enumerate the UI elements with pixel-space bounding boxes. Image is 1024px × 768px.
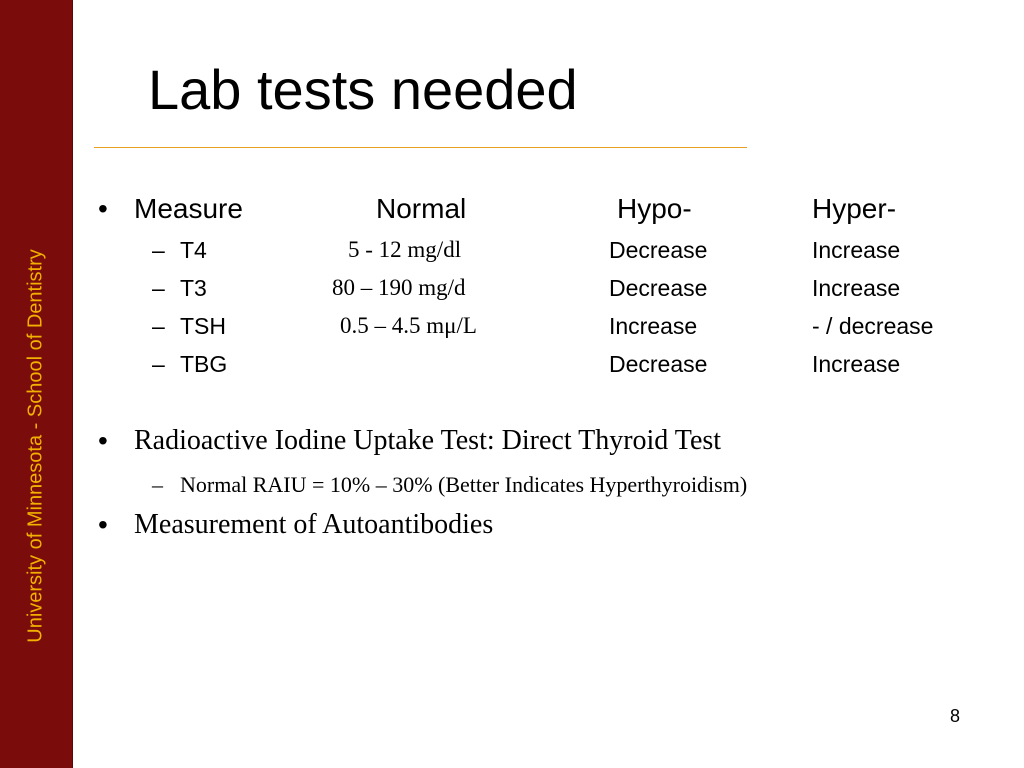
row-hypo: Decrease — [609, 351, 708, 377]
slide-title: Lab tests needed — [148, 58, 578, 121]
header-hypo: Hypo- — [617, 193, 692, 224]
row-hyper: Increase — [812, 351, 901, 377]
row-hyper: - / decrease — [812, 313, 934, 339]
dash-marker: – — [152, 351, 165, 377]
bullet-text: Radioactive Iodine Uptake Test: Direct Thyroid Test — [134, 425, 722, 456]
row-hyper: Increase — [812, 237, 901, 263]
bullet-marker: • — [98, 425, 108, 456]
dash-marker: – — [152, 472, 163, 497]
header-measure: Measure — [134, 193, 243, 224]
row-measure: T3 — [180, 275, 207, 301]
table-row — [0, 275, 1024, 315]
bullet-text: Measurement of Autoantibodies — [134, 509, 494, 540]
table-row — [0, 351, 1024, 391]
dash-marker: – — [152, 313, 165, 339]
sub-bullet-text: Normal RAIU = 10% – 30% (Better Indicates Hyperthyroidism) — [180, 472, 748, 497]
row-hypo: Decrease — [609, 275, 708, 301]
row-hypo: Increase — [609, 313, 698, 339]
row-normal-range: 5 - 12 mg/dl — [348, 237, 462, 262]
bullet-item — [0, 425, 1024, 465]
table-row — [0, 313, 1024, 353]
row-hyper: Increase — [812, 275, 901, 301]
table-header-row — [0, 193, 1024, 233]
bullet-item — [0, 509, 1024, 549]
row-measure: T4 — [180, 237, 207, 263]
row-measure: TBG — [180, 351, 228, 377]
table-row — [0, 237, 1024, 277]
title-underline — [94, 147, 747, 148]
header-normal: Normal — [376, 193, 467, 224]
bullet-marker: • — [98, 509, 108, 540]
sub-bullet-item — [0, 472, 1024, 512]
header-hyper: Hyper- — [812, 193, 897, 224]
page-number: 8 — [950, 706, 961, 726]
row-normal-range: 80 – 190 mg/d — [332, 275, 466, 300]
bullet-marker: • — [98, 193, 108, 224]
row-hypo: Decrease — [609, 237, 708, 263]
dash-marker: – — [152, 237, 165, 263]
row-normal-range: 0.5 – 4.5 mμ/L — [340, 313, 477, 338]
sidebar-institution-text: University of Minnesota - School of Dentistry — [24, 249, 47, 643]
row-measure: TSH — [180, 313, 226, 339]
dash-marker: – — [152, 275, 165, 301]
